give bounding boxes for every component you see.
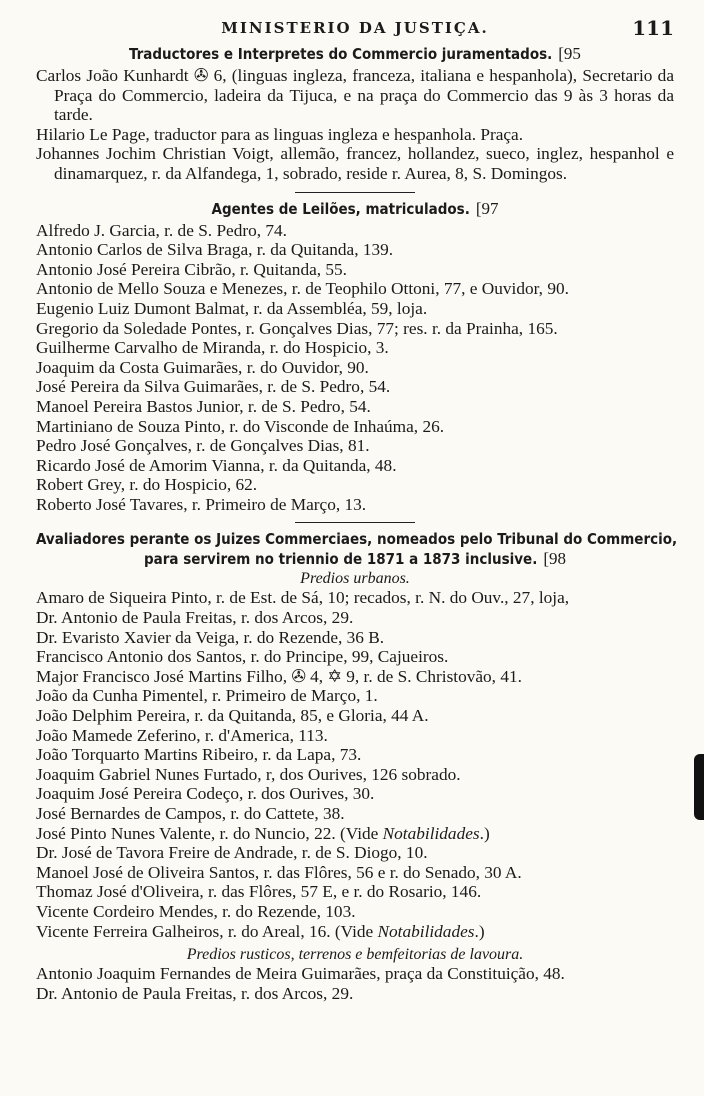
subheading-rusticos: Predios rusticos, terrenos e bemfeitorias de lavoura. bbox=[186, 946, 524, 964]
list-item: Francisco Antonio dos Santos, r. do Principe, 99, Cajueiros. bbox=[36, 647, 449, 667]
list-item: Ricardo José de Amorim Vianna, r. da Quitanda, 48. bbox=[36, 455, 397, 475]
avaliadores-urbanos-list bbox=[36, 588, 674, 941]
section-heading-avaliadores: Avaliadores perante os Juizes Commerciaes, nomeados pelo Tribunal do Commercio, bbox=[36, 530, 678, 549]
list-item: João Delphim Pereira, r. da Quitanda, 85, e Gloria, 44 A. bbox=[36, 706, 429, 726]
list-item: João Torquarto Martins Ribeiro, r. da Lapa, 73. bbox=[36, 745, 362, 765]
list-item: João da Cunha Pimentel, r. Primeiro de Março, 1. bbox=[36, 686, 378, 706]
list-item: Dr. José de Tavora Freire de Andrade, r. de S. Diogo, 10. bbox=[36, 843, 428, 863]
list-item: Joaquim José Pereira Codeço, r. dos Ourives, 30. bbox=[36, 784, 375, 804]
section-title: Agentes de Leilões, matriculados. bbox=[211, 199, 470, 218]
list-item: Roberto José Tavares, r. Primeiro de Março, 13. bbox=[36, 494, 367, 514]
list-item: Pedro José Gonçalves, r. de Gonçalves Dias, 81. bbox=[36, 436, 370, 456]
list-item: Antonio Carlos de Silva Braga, r. da Quitanda, 139. bbox=[36, 240, 394, 260]
entry-text: José Pinto Nunes Valente, r. do Nuncio, 22. (Vide bbox=[36, 823, 383, 843]
section-ref: [98 bbox=[543, 549, 566, 569]
list-item: Hilario Le Page, traductor para as linguas ingleza e hespanhola. Praça. bbox=[36, 124, 524, 144]
agentes-list bbox=[36, 221, 674, 515]
list-item: Alfredo J. Garcia, r. de S. Pedro, 74. bbox=[36, 220, 287, 240]
list-item: Martiniano de Souza Pinto, r. do Visconde de Inhaúma, 26. bbox=[36, 416, 445, 436]
running-head bbox=[36, 14, 674, 42]
list-item: Johannes Jochim Christian Voigt, allemão, francez, hollandez, sueco, inglez, hespanhol e dinamarquez, r. da Alfandega, 1, sobrado, reside r. Aurea, 8, S. Domingos. bbox=[36, 144, 674, 183]
list-item: José Bernardes de Campos, r. do Cattete, 38. bbox=[36, 804, 345, 823]
section-heading-traductores bbox=[36, 44, 674, 64]
list-item: Manoel Pereira Bastos Junior, r. de S. Pedro, 54. bbox=[36, 396, 371, 416]
list-item: Manoel José de Oliveira Santos, r. das Flôres, 56 e r. do Senado, 30 A. bbox=[36, 862, 522, 882]
list-item: Antonio Joaquim Fernandes de Meira Guimarães, praça da Constituição, 48. bbox=[36, 964, 565, 984]
section-divider bbox=[295, 522, 415, 523]
section-heading-agentes bbox=[36, 199, 674, 219]
running-title: MINISTERIO DA JUSTIÇA. bbox=[221, 19, 489, 37]
section-heading-avaliadores-2 bbox=[36, 549, 674, 569]
list-item bbox=[36, 824, 674, 844]
section-ref: [97 bbox=[475, 198, 499, 218]
entry-end: .) bbox=[479, 823, 490, 843]
reference-notabilidades: Notabilidades bbox=[382, 823, 480, 843]
list-item: Antonio José Pereira Cibrão, r. Quitanda, 55. bbox=[36, 259, 348, 279]
section-title: Traductores e Interpretes do Commercio juramentados. bbox=[129, 45, 553, 63]
list-item bbox=[36, 922, 674, 942]
list-item: Major Francisco José Martins Filho, ✇ 4, ✡ 9, r. de S. Christovão, 41. bbox=[36, 666, 522, 686]
list-item: Eugenio Luiz Dumont Balmat, r. da Assembléa, 59, loja. bbox=[36, 298, 428, 318]
list-item: Antonio de Mello Souza e Menezes, r. de Teophilo Ottoni, 77, e Ouvidor, 90. bbox=[36, 279, 569, 299]
list-item: Joaquim Gabriel Nunes Furtado, r, dos Ourives, 126 sobrado. bbox=[36, 764, 461, 784]
list-item: Robert Grey, r. do Hospicio, 62. bbox=[36, 475, 258, 495]
section-divider bbox=[295, 192, 415, 193]
page-number: 111 bbox=[632, 16, 674, 40]
list-item: Guilherme Carvalho de Miranda, r. do Hospicio, 3. bbox=[36, 338, 389, 358]
list-item: Dr. Antonio de Paula Freitas, r. dos Arcos, 29. bbox=[36, 983, 354, 1003]
subheading-urbanos: Predios urbanos. bbox=[300, 570, 410, 588]
list-item: João Mamede Zeferino, r. d'America, 113. bbox=[36, 725, 328, 745]
ink-blot-mark bbox=[694, 754, 704, 820]
section-title: para servirem no triennio de 1871 a 1873 inclusive. bbox=[143, 550, 538, 569]
list-item: Vicente Cordeiro Mendes, r. do Rezende, 103. bbox=[36, 901, 356, 921]
entry-end: .) bbox=[474, 921, 485, 941]
entry-text: Vicente Ferreira Galheiros, r. do Areal, 16. (Vide bbox=[36, 921, 378, 941]
traductores-list bbox=[36, 66, 674, 184]
list-item: Thomaz José d'Oliveira, r. das Flôres, 57 E, e r. do Rosario, 146. bbox=[36, 882, 482, 902]
list-item: José Pereira da Silva Guimarães, r. de S. Pedro, 54. bbox=[36, 377, 391, 397]
avaliadores-rusticos-list bbox=[36, 964, 674, 1003]
section-ref: [95 bbox=[558, 44, 581, 63]
list-item: Dr. Antonio de Paula Freitas, r. dos Arcos, 29. bbox=[36, 608, 354, 628]
list-item: Gregorio da Soledade Pontes, r. Gonçalves Dias, 77; res. r. da Prainha, 165. bbox=[36, 318, 558, 338]
list-item: Dr. Evaristo Xavier da Veiga, r. do Rezende, 36 B. bbox=[36, 627, 385, 647]
list-item: Amaro de Siqueira Pinto, r. de Est. de Sá, 10; recados, r. N. do Ouv., 27, loja, bbox=[36, 588, 570, 608]
list-item: Joaquim da Costa Guimarães, r. do Ouvidor, 90. bbox=[36, 357, 369, 377]
list-item: Carlos João Kunhardt ✇ 6, (linguas ingleza, franceza, italiana e hespanhola), Secretario da Praça do Commercio, ladeira da Tijuca, e na praça do Commercio das 9 às 3 horas da tarde. bbox=[36, 66, 674, 125]
reference-notabilidades: Notabilidades bbox=[377, 921, 475, 941]
